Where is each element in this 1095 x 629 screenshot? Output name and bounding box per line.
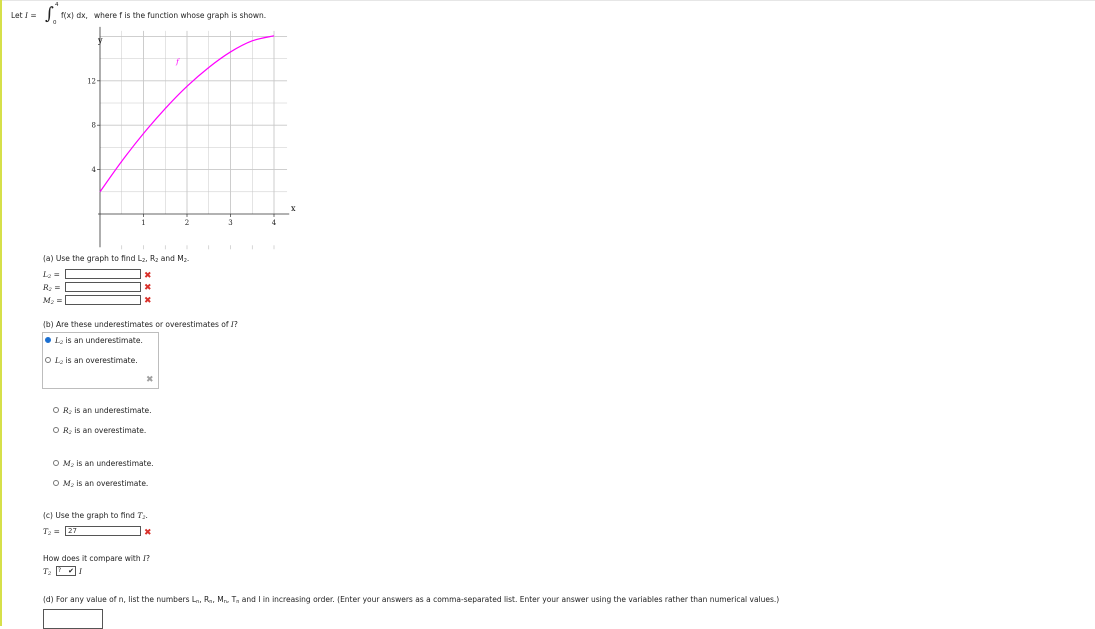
t2-incorrect-icon: ✖ xyxy=(144,528,152,538)
m2-label: $M_2$ = xyxy=(43,296,63,306)
l2-underestimate-radio[interactable] xyxy=(45,337,51,343)
part-a-prompt: (a) Use the graph to find $L_2$, $R_2$ and $M_2$. xyxy=(43,254,190,264)
l2-label: $L_2$ = xyxy=(43,270,60,280)
top-divider xyxy=(2,0,1095,1)
accent-bar xyxy=(0,0,2,626)
l2-group-incorrect-icon: ✖ xyxy=(146,375,154,385)
integral-lower-limit: 0 xyxy=(53,20,57,26)
graph-axes xyxy=(98,27,289,247)
compare-t2-label: $T_2$ xyxy=(43,567,52,577)
t2-label: $T_2$ = xyxy=(43,527,60,537)
compare-select-value: ? xyxy=(58,567,62,574)
integrand: f(x) dx, xyxy=(61,11,88,20)
y-tick-label: 12 xyxy=(87,77,96,86)
graph-grid xyxy=(100,31,287,214)
m2-input[interactable] xyxy=(65,295,141,305)
l2-incorrect-icon: ✖ xyxy=(144,271,152,281)
m2-overestimate-radio[interactable] xyxy=(53,480,59,486)
y-axis-label: y xyxy=(98,36,103,45)
l2-underestimate-label[interactable]: $L_2$ is an underestimate. xyxy=(55,336,143,346)
r2-overestimate-label[interactable]: $R_2$ is an overestimate. xyxy=(63,426,147,436)
m2-underestimate-label[interactable]: $M_2$ is an underestimate. xyxy=(63,459,154,469)
r2-underestimate-radio[interactable] xyxy=(53,407,59,413)
m2-overestimate-label[interactable]: $M_2$ is an overestimate. xyxy=(63,479,149,489)
x-tick-label: 1 xyxy=(141,219,146,227)
compare-i-label: I xyxy=(79,567,82,576)
y-tick-label: 8 xyxy=(91,121,96,130)
part-d-prompt: (d) For any value of n, list the numbers $L_n$, $R_n$, $M_n$, $T_n$ and I in increasing order. (Enter your answers as a comma-separated list. Enter your answer using the variables rather than numerical values.) xyxy=(43,595,780,605)
compare-select[interactable] xyxy=(56,566,76,576)
part-d-input[interactable] xyxy=(43,609,103,629)
m2-underestimate-radio[interactable] xyxy=(53,460,59,466)
integral-upper-limit: 4 xyxy=(55,2,59,8)
compare-prompt: How does it compare with I? xyxy=(43,554,150,563)
intro-let: Let I = xyxy=(11,11,37,20)
r2-label: $R_2$ = xyxy=(43,283,61,293)
chevron-down-icon: ✔ xyxy=(68,567,74,575)
l2-input[interactable] xyxy=(65,269,141,279)
l2-overestimate-label[interactable]: $L_2$ is an overestimate. xyxy=(55,356,138,366)
intro-where: where f is the function whose graph is shown. xyxy=(94,11,267,20)
x-axis-label: x xyxy=(291,204,296,213)
part-c-prompt: (c) Use the graph to find $T_2$. xyxy=(43,511,148,521)
x-tick-label: 4 xyxy=(271,219,277,227)
r2-underestimate-label[interactable]: $R_2$ is an underestimate. xyxy=(63,406,152,416)
r2-overestimate-radio[interactable] xyxy=(53,427,59,433)
m2-incorrect-icon: ✖ xyxy=(144,296,152,306)
t2-input[interactable]: 27 xyxy=(65,526,141,536)
part-b-prompt: (b) Are these underestimates or overestimates of I? xyxy=(43,320,238,329)
integral-sign: ∫ xyxy=(45,4,54,24)
curve-label-f: f xyxy=(176,57,179,67)
function-graph xyxy=(80,34,295,249)
x-tick-label: 3 xyxy=(228,219,233,227)
y-tick-label: 4 xyxy=(91,166,96,175)
r2-input[interactable] xyxy=(65,282,141,292)
x-tick-label: 2 xyxy=(184,219,190,227)
l2-overestimate-radio[interactable] xyxy=(45,357,51,363)
r2-incorrect-icon: ✖ xyxy=(144,283,152,293)
